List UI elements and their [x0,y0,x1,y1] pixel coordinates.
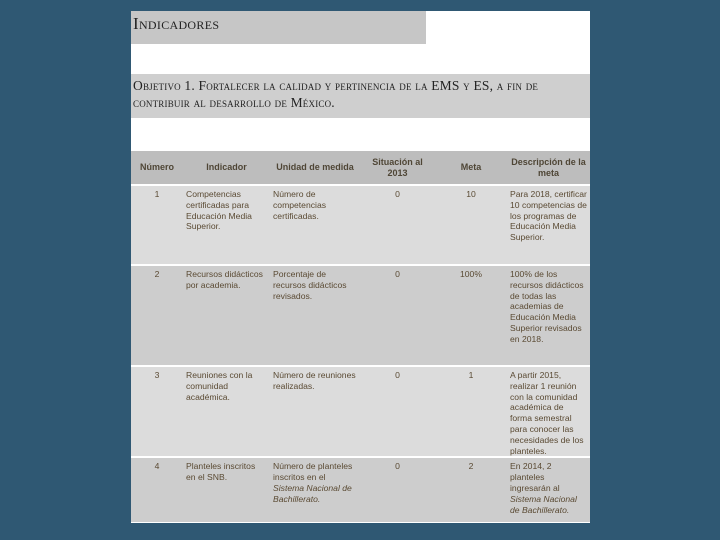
cell-unidad [270,457,360,523]
table-header-row [131,151,590,185]
cell-unidad [270,185,360,265]
cell-indicador: Reuniones con la comunidad académica. [183,366,270,457]
cell-unidad [270,366,360,457]
section-header [131,11,426,44]
header-meta: Meta [435,151,507,185]
unidad-italic-text: Sistema Nacional de Bachillerato. [273,482,352,504]
indicators-table [131,151,590,523]
descripcion-text: Para 2018, certificar 10 competencias de los programas de Educación Media Superior. [510,189,587,243]
cell-numero: 4 [131,457,183,523]
table-row [131,265,590,366]
cell-indicador: Competencias certificadas para Educación Media Superior. [183,185,270,265]
cell-meta: 1 [435,366,507,457]
slide [131,11,590,523]
cell-numero: 3 [131,366,183,457]
cell-descripcion [507,185,590,265]
cell-descripcion [507,457,590,523]
unidad-text: Número de reuniones realizadas. [273,370,356,391]
table-row [131,457,590,523]
cell-situacion: 0 [360,366,435,457]
cell-numero: 2 [131,265,183,366]
cell-unidad [270,265,360,366]
cell-situacion: 0 [360,457,435,523]
header-numero: Número [131,151,183,185]
cell-meta: 2 [435,457,507,523]
descripcion-italic-text: Sistema Nacional de Bachillerato. [510,493,577,515]
header-descripcion: Descripción de la meta [507,151,590,185]
cell-meta: 10 [435,185,507,265]
cell-descripcion [507,366,590,457]
cell-situacion: 0 [360,185,435,265]
header-unidad: Unidad de medida [270,151,360,185]
table-row [131,366,590,457]
descripcion-text: 100% de los recursos didácticos de todas las academias de Educación Media Superior revisados en 2018. [510,269,584,344]
descripcion-text: En 2014, 2 planteles ingresarán al [510,461,560,493]
unidad-text: Número de planteles inscritos en el [273,461,353,483]
cell-indicador: Planteles inscritos en el SNB. [183,457,270,523]
cell-situacion: 0 [360,265,435,366]
objective-title: Objetivo 1. Fortalecer la calidad y pertinencia de la EMS y ES, a fin de contribuir al desarrollo de México. [133,78,539,110]
header-situacion: Situación al 2013 [360,151,435,185]
cell-descripcion [507,265,590,366]
cell-numero: 1 [131,185,183,265]
header-indicador: Indicador [183,151,270,185]
cell-indicador: Recursos didácticos por academia. [183,265,270,366]
cell-meta: 100% [435,265,507,366]
objective-header [131,74,590,118]
section-title: Indicadores [133,14,220,33]
unidad-text: Porcentaje de recursos didácticos revisados. [273,269,347,301]
descripcion-text: A partir 2015, realizar 1 reunión con la comunidad académica de forma semestral para conocer las necesidades de los planteles. [510,370,584,456]
table-row [131,185,590,265]
unidad-text: Número de competencias certificadas. [273,189,327,221]
